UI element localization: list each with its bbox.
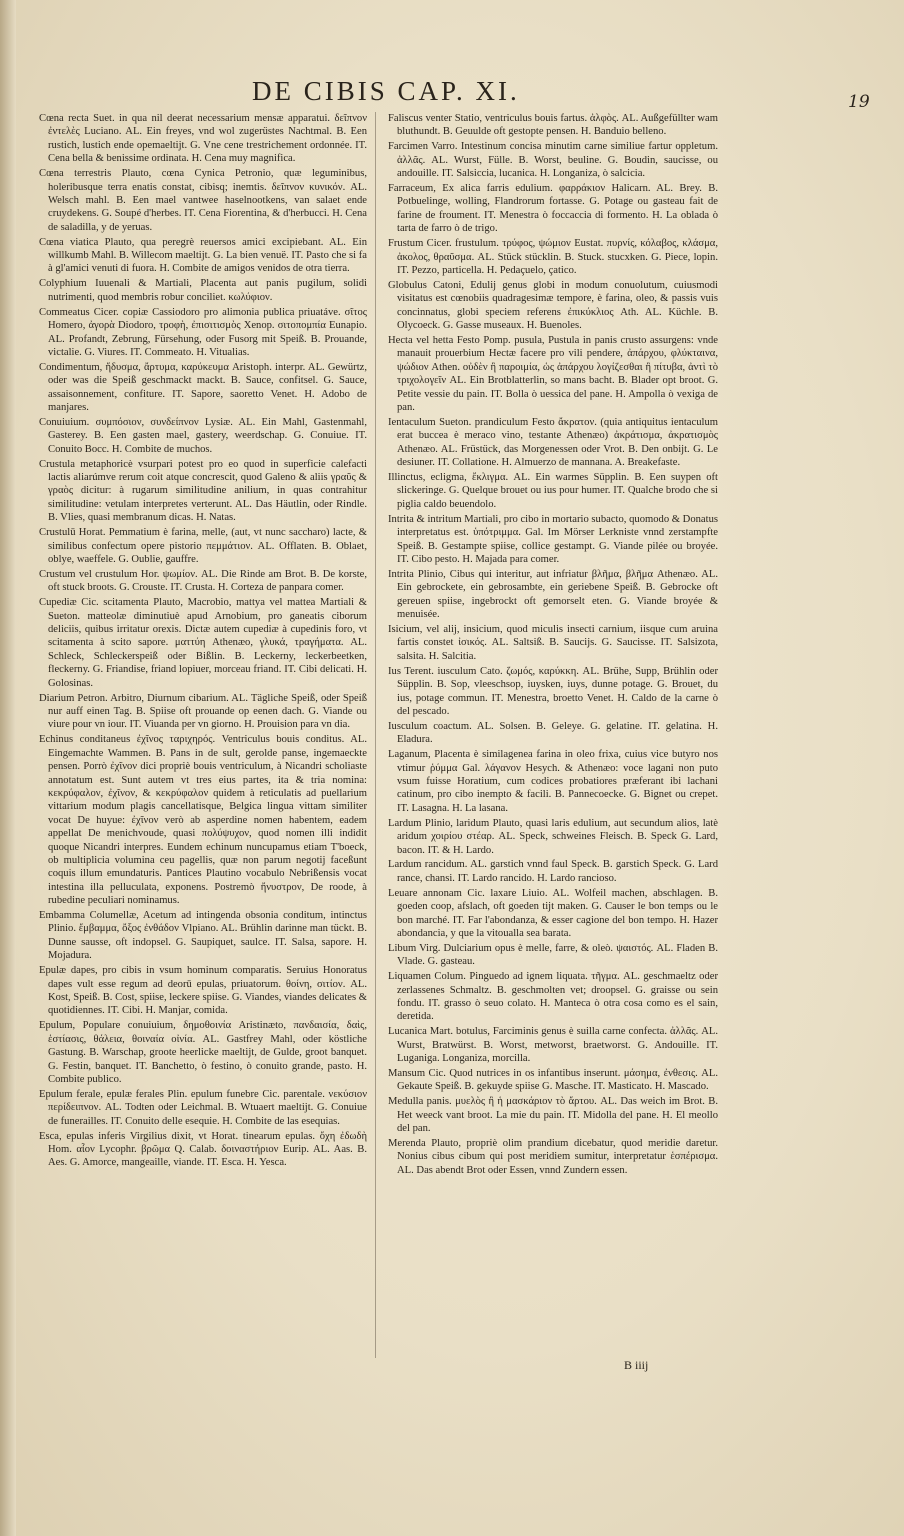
dictionary-entry: Intrita Plinio, Cibus qui interitur, aut infriatur βλῆμα, βλῆμα Athenæo. AL. Ein gebrockete, ein gebrosambte, ein geriebene Speiß. B. Gebrocke oft gereuen spiise, ingebrockt oft gemorselt eten. G. Viande broyée & menuisée. — [388, 568, 718, 621]
dictionary-entry: Epulum ferale, epulæ ferales Plin. epulum funebre Cic. parentale. νεκύσιον περίδειπνον. AL. Todten oder Leichmal. B. Wtuaert maeltijt. G. Conuiue de funerailles. IT. Conuito delle esequie. H. Combite de las esequias. — [39, 1088, 367, 1127]
dictionary-entry: Cupediæ Cic. scitamenta Plauto, Macrobio, mattya vel mattea Martiali & Sueton. matteolæ diminutiuè apud Arnobium, pro ganeatis ciborum deliciis, quibus irritatur orexis. Dictæ autem cupediæ à cupedinis foro, vt scitamenta à scito sapore. ματτύη Athenæo, γλυκά, τραγήματα. AL. Schleck, Schleckerspeiß oder Bißlin. B. Leckerny, leckerbeetken, fleckerny. G. Friandise, friand lopiuer, morceau friand. IT. Cibi delicati. H. Golosinas. — [39, 597, 367, 689]
dictionary-entry: Farcimen Varro. Intestinum concisa minutim carne similiue fartur oppletum. ἀλλᾶς. AL. Wurst, Fülle. B. Worst, beuline. G. Boudin, saucisse, ou andouille. IT. Salsiccia, lucanica. H. Longaniza, ò salcicia. — [388, 141, 718, 180]
running-head: DE CIBIS CAP. XI. — [252, 76, 520, 106]
dictionary-entry: Commeatus Cicer. copiæ Cassiodoro pro alimonia publica priuatáve. σῖτος Homero, ἀγορὰ Diodoro, τροφὴ, ἐπισιτισμὸς Xenop. σιτοπομπία Eunapio. AL. Profandt, Zebrung, Fürsehung, oder Fusorg mit Speiß. B. Prouande, victalie. G. Viures. IT. Commeato. H. Vitualias. — [39, 306, 367, 358]
dictionary-entry: Leuare annonam Cic. laxare Liuio. AL. Wolfeil machen, abschlagen. B. goeden coop, afslach, oft goeden tijt maken. G. Causer le bon temps ou le bon marché. IT. Far l'abondanza, & esser cagione del bon tempo. H. Hazer abondancia, y que la vitoualla sea barata. — [388, 887, 718, 939]
dictionary-entry: Ius Terent. iusculum Cato. ζωμός, καρύκκη. AL. Brühe, Supp, Brühlin oder Süpplin. B. Sop, vleeschsop, iuysken, iuys, dunne potage. G. Brouet, du ius, potage commun. IT. Menestra, broetto Venet. H. Caldo de la carne ò del pescado. — [388, 665, 718, 717]
dictionary-entry: Crustulū Horat. Pemmatium è farina, melle, (aut, vt nunc saccharo) lacte, & similibus confectum opere pistorio πεμμάτιον. AL. Offlaten. B. Oblaet, oblye, waeffele. G. Oublie, gauffre. — [39, 527, 367, 565]
right-column — [388, 112, 718, 1362]
dictionary-entry: Epulæ dapes, pro cibis in vsum hominum comparatis. Seruius Honoratus dapes vult esse regum ad deorū epulas, priuatorum. θοίνη, σιτίον. AL. Kost, Speiß. B. Cost, spiise, leckere spiise. G. Viandes, viandes delicates & quotidiennes. IT. Cibi. H. Manjar, comida. — [39, 965, 367, 1017]
dictionary-entry: Cœna terrestris Plauto, cœna Cynica Petronio, quæ leguminibus, holeribusque terra enatis constat, cibisq; inemtis. δεῖπνον κυνικόν. AL. Welsch mahl. B. Een mael vantwee haselnootkens, van salaet ende cruydekens. G. Soupé d'herbes. IT. Cena Fiorentina, & d'herbucci. H. Cena de saladilla, y de yeruas. — [39, 168, 367, 233]
dictionary-entry: Crustum vel crustulum Hor. ψωμίον. AL. Die Rinde am Brot. B. De korste, oft stuck broots. G. Crouste. IT. Crusta. H. Corteza de panpara comer. — [39, 568, 367, 594]
dictionary-entry: Ientaculum Sueton. prandiculum Festo ἄκρατον. (quia antiquitus ientaculum erat buccea è meraco vino, testante Athenæo) ἀκράτισμα, ἀκρατισμὸς Athenæo. AL. Früstück, das Morgenessen oder Vrot. B. Den onbijt. G. Le desiuner. IT. Collatione. H. Almuerzo de mannana. A. Breakefaste. — [388, 416, 718, 469]
dictionary-entry: Farraceum, Ex alica farris edulium. φαρράκιον Halicarn. AL. Brey. B. Potbuelinge, wolling, Flandrorum fortasse. G. Potage ou gasteau fait de farine de froument. IT. Menestra ò foccaccia di formento. H. La oblada ò tarta de farro ò de trigo. — [388, 183, 718, 235]
dictionary-entry: Intrita & intritum Martiali, pro cibo in mortario subacto, quomodo & Donatus interpretatus est. ὑπότριμμα. Gal. Im Mörser Lerkniste vnnd zerstampfte Speiß. B. Gestampte spiise, collice gestampt. G. Viande pilée ou broyée. IT. Cibo pesto. H. Majada para comer. — [388, 513, 718, 565]
page-number: 19 — [848, 92, 870, 112]
dictionary-entry: Iusculum coactum. AL. Solsen. B. Geleye. G. gelatine. IT. gelatina. H. Eladura. — [388, 720, 718, 746]
dictionary-entry: Hecta vel hetta Festo Pomp. pusula, Pustula in panis crusto assurgens: vnde manauit prouerbium Hectæ facere pro vili pendere, ἀπάρχου, φλύκταινα, ψώδιον Athen. οὐδὲν ἢ παροιμία, ὡς ἀπάρχου λογίζεσθαι ἢ πίτυβα, ἀντὶ τὸ τριχολογεῖν AL. Ein Brotblatterlin, so mans bacht. B. Blader opt broot. G. Petite vessie du pain. IT. Bolla ò uessica del pane. H. Ampolla ò vexiga de pan. — [388, 335, 718, 414]
left-column — [39, 112, 367, 1362]
dictionary-entry: Lardum rancidum. AL. garstich vnnd faul Speck. B. garstich Speck. G. Lard rance, chansi. IT. Lardo rancido. H. Lardo rancioso. — [388, 859, 718, 884]
dictionary-entry: Faliscus venter Statio, ventriculus bouis fartus. ἀλφὸς. AL. Außgefüllter wam bluthundt. B. Geuulde oft gestopte pensen. H. Banduio belleno. — [388, 113, 718, 138]
dictionary-entry: Globulus Catoni, Edulij genus globi in modum conuolutum, cuiusmodi visitatus est cœnobiis quadragesimæ tempore, è farina, oleo, & passis vuis concinnatus, globi speciem referens ἐπικύκλιος Ath. AL. Küchle. B. Olycoeck. G. Gasse museaux. H. Buenoles. — [388, 279, 718, 332]
dictionary-entry: Illinctus, ecligma, ἔκλιγμα. AL. Ein warmes Süpplin. B. Een suypen oft slickeringe. G. Quelque brouet ou ius pour humer. IT. Qualche brodo che si piglia caldo beuendolo. — [388, 472, 718, 510]
dictionary-entry: Lucanica Mart. botulus, Farciminis genus è suilla carne confecta. ἀλλᾶς. AL. Wurst, Bratwürst. B. Worst, metworst, braetworst. G. Andouille. IT. Luganiga. Longaniza, morcilla. — [388, 1026, 718, 1065]
dictionary-entry: Cœna viatica Plauto, qua peregrè reuersos amici excipiebant. AL. Ein willkumb Mahl. B. Willecom maeltijt. G. La bien venuë. IT. Pasto che si fa à gl'amici venuti di fuora. H. Combite de amigos venidos de otra tierra. — [39, 236, 367, 275]
gutter-shadow — [0, 0, 16, 1536]
dictionary-entry: Colyphium Iuuenali & Martiali, Placenta aut panis pugilum, solidi nutrimenti, quod membris robur conciliet. κωλύφιον. — [39, 278, 367, 303]
signature-mark: B iiij — [624, 1358, 649, 1372]
dictionary-entry: Lardum Plinio, laridum Plauto, quasi laris edulium, aut secundum alios, latè aridum χοιρίου στέαρ. AL. Speck, schweines Fleisch. B. Speck G. Lard, bacon. IT. & H. Lardo. — [388, 817, 718, 856]
dictionary-entry: Crustula metaphoricè vsurpari potest pro eo quod in superficie calefacti lactis aliarúmve rerum coit atque concrescit, quod Galeno & aliis γραῦς & γραὸς dicitur: à rugarum similitudine anilium, in quas contrahitur similitudine: vetulam interpretes verterunt. AL. Das Häutlin, oder Rindle. B. Vlies, quasi membranum dicas. H. Natas. — [39, 458, 367, 524]
dictionary-entry: Echinus conditaneus ἐχῖνος ταριχηρός. Ventriculus bouis conditus. AL. Eingemachte Wammen. B. Pans in de sult, gerolde panse, ingemaeckte pensen. Porrò ἐχῖνον dici propriè bouis ventriculum, à Nicandri scholiaste annotatum est. Sunt autem vt tres eius partes, ita & tria nomina: κεκρύφαλον, ἐχῖνον, & κεκρύφαλον quidem à reticulatis ad puellarium vittarium modum plagis cancellatisque, Belgica lingua vittam similiter vocat De huyue: ἐχῖνον verò ab asperdine nomen habentem, eadem appellat De menichvoude, quasi πολύψυχον, quod nomen illi indidit quoque Nicandri interpres. Eundem echinum nuncupamus etiam T'boeck, ob multiplicia volumina ceu pagellis, quæ non parum negotij faceßunt coquis illum emundaturis. Pantices Plautino vocabulo Nebrißensis vocat intestina illa pelluculata, exponens. Postremò ἤνυστρον, De roode, à rubedine peculiari nominamus. — [39, 734, 367, 907]
dictionary-entry: Frustum Cicer. frustulum. τρύφος, ψώμιον Eustat. πυρνίς, κόλαβος, κλάσμα, ἀκολος, θραῦσμα. AL. Stück stücklin. B. Stuck. stucxken. G. Piece, lopin. IT. Pezzo, particella. H. Pedaçuelo, çatico. — [388, 238, 718, 276]
dictionary-entry: Conuiuium. συμπόσιον, συνδείπνον Lysiæ. AL. Ein Mahl, Gastenmahl, Gasterey. B. Een gasten mael, gastery, weerdschap. G. Conuiue. IT. Conuito Bocc. H. Combite de muchos. — [39, 416, 367, 455]
dictionary-entry: Epulum, Populare conuiuium, δημοθοινία Aristinæto, πανδαισία, δαὶς, ἑστίασις, θάλεια, θοιναία οἰνία. AL. Gastfrey Mahl, oder köstliche Gastung. B. Warschap, groote heerlicke maeltijt, de Gulde, groot banquet. G. Festin, banquet. IT. Banchetto, ò festino, ò conuito grande, pasto. H. Combite publico. — [39, 1020, 367, 1085]
dictionary-entry: Medulla panis. μυελὸς ἢ ἡ μασκάριον τὸ ἄρτου. AL. Das weich im Brot. B. Het weeck vant broot. La mie du pain. IT. Midolla del pane. H. El meollo del pan. — [388, 1096, 718, 1135]
dictionary-entry: Condimentum, ἥδυσμα, ἄρτυμα, καρύκευμα Aristoph. interpr. AL. Gewürtz, oder was die Speiß geschmackt mackt. B. Sauce, confitsel. G. Sauce, assaisonnement, confiture. IT. Sapore, saoretto Venet. H. Adobo de manjares. — [39, 361, 367, 414]
dictionary-entry: Cœna recta Suet. in qua nil deerat necessarium mensæ apparatui. δεῖπνον ἐντελὲς Luciano. AL. Ein freyes, vnd wol zugerüstes Nachtmal. B. Een rustich, lustich ende opemaeltijt. G. Vne cene trestrichement ordonnée. IT. Cena bella & benissime ordinata. H. Cena muy magnifica. — [39, 113, 367, 165]
dictionary-entry: Laganum, Placenta è similagenea farina in oleo frixa, cuius vice butyro nos vtimur ῥύμμα Gal. λάγανον Hesych. & Athenæo: voce lagani non puto vsum fuisse Horatium, cum codices probatiores præferant ibi lachani catinum, pro cibo inempto & facili. B. Pannecoecke. G. Bignet ou crepet. IT. Lasagna. H. La lasana. — [388, 749, 718, 814]
dictionary-entry: Libum Virg. Dulciarium opus è melle, farre, & oleò. ψαιστός. AL. Fladen B. Vlade. G. gasteau. — [388, 942, 718, 968]
dictionary-entry: Mansum Cic. Quod nutrices in os infantibus inserunt. μάσημα, ἐνθεσις. AL. Gekaute Speiß. B. gekuyde spiise G. Masche. IT. Masticato. H. Mascado. — [388, 1068, 718, 1093]
column-divider — [375, 112, 376, 1358]
dictionary-entry: Embamma Columellæ, Acetum ad intingenda obsonia conditum, intinctus Plinio. ἔμβαμμα, ὄξος ἐνθάδον Vlpiano. AL. Brühlin darinne man tückt. B. Dunne sausse, oft indopsel. G. Saupiquet, saulce. IT. Salsa, sapore. H. Mojadura. — [39, 910, 367, 962]
dictionary-entry: Esca, epulas inferis Virgilius dixit, vt Horat. tinearum epulas. ὄχη ἐδωδὴ Hom. αἶον Lycophr. βρῶμα Q. Calab. δοιναστήριον Eurip. AL. Aas. B. Aes. G. Amorce, mangeaille, viande. IT. Esca. H. Yesca. — [39, 1130, 367, 1169]
dictionary-entry: Merenda Plauto, propriè olim prandium dicebatur, quod meridie daretur. Nonius cibus cibum qui post meridiem sumitur, interpretatur ἑσπέρισμα. AL. Das abendt Brot oder Essen, vnnd Zundern essen. — [388, 1138, 718, 1176]
dictionary-entry: Liquamen Colum. Pinguedo ad ignem liquata. τῆγμα. AL. geschmaeltz oder zerlassenes Schmaltz. B. geschmolten vet; droopsel. G. graisse ou sein fondu. IT. grasso ò seuo colato. H. Manteca ò otra cosa como es el sain, deretida. — [388, 971, 718, 1023]
dictionary-entry: Diarium Petron. Arbitro, Diurnum cibarium. AL. Tägliche Speiß, oder Speiß nur auff einen Tag. B. Spiise oft prouande op eenen dach. G. Viande ou viure pour vn iour. IT. Viuanda per vn giorno. H. Prouision para vn dia. — [39, 692, 367, 731]
dictionary-entry: Isicium, vel alij, insicium, quod miculis insecti carnium, iisque cum aruina fartis constet ἰσικός. AL. Saltsiß. B. Saucijs. G. Saucisse. IT. Salsizota, salsita. H. Salcitia. — [388, 624, 718, 662]
